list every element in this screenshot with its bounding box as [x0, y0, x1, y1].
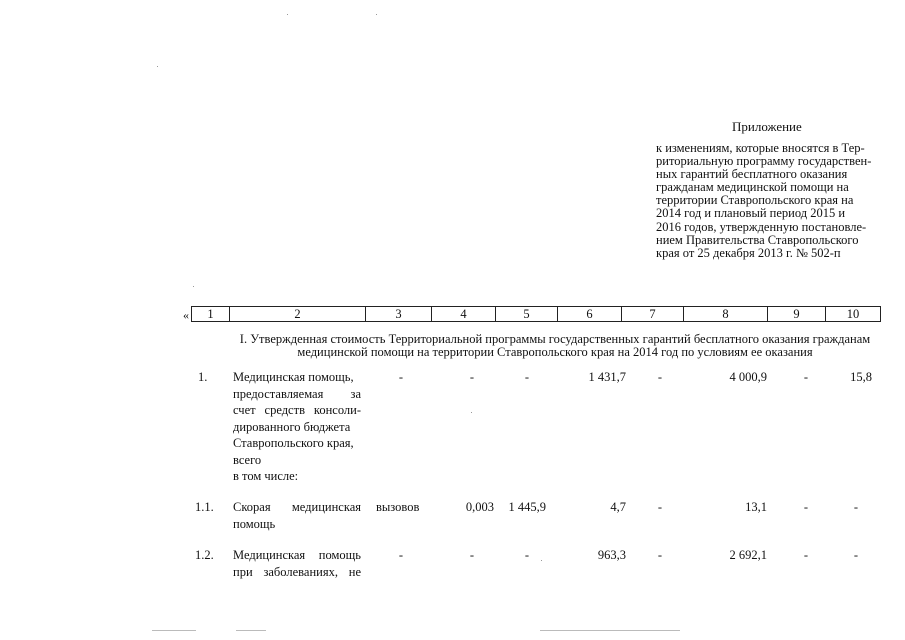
value-cell: -: [469, 370, 475, 384]
row-number: 1.: [198, 370, 208, 384]
value-cell: -: [524, 370, 530, 384]
value-cell: -: [803, 500, 809, 514]
column-number: 3: [366, 307, 432, 321]
scan-speck: [541, 560, 542, 561]
row-number: 1.1.: [195, 500, 214, 514]
appendix-description: [656, 142, 879, 260]
desc-line: при заболеваниях, не: [233, 564, 361, 579]
appendix-line: нием Правительства Ставропольского: [656, 232, 859, 247]
row-description: [233, 369, 361, 485]
appendix-line: 2014 год и плановый период 2015 и: [656, 206, 846, 221]
unit-cell: вызовов: [376, 500, 420, 514]
value-cell: -: [803, 370, 809, 384]
value-cell: 4 000,9: [729, 370, 767, 384]
column-number: 8: [684, 307, 768, 321]
value-cell: -: [524, 548, 530, 562]
column-number: 4: [432, 307, 496, 321]
value-cell: -: [657, 548, 663, 562]
value-cell: -: [469, 548, 475, 562]
column-number: 7: [622, 307, 684, 321]
appendix-line: 2016 годов, утвержденную постановле-: [656, 219, 867, 234]
scan-speck: [376, 14, 377, 15]
scan-artifact: [152, 630, 196, 631]
desc-line: в том числе:: [233, 469, 299, 483]
row-description: [233, 499, 361, 532]
column-number: 5: [496, 307, 558, 321]
value-cell: 1 445,9: [508, 500, 546, 514]
scan-speck: [193, 286, 194, 287]
desc-line: Медицинская помощь,: [233, 370, 354, 384]
value-cell: 4,7: [610, 500, 626, 514]
value-cell: -: [853, 500, 859, 514]
scan-artifact: [540, 630, 680, 631]
column-number: 9: [768, 307, 826, 321]
value-cell: 2 692,1: [729, 548, 767, 562]
column-number: 1: [192, 307, 230, 321]
desc-line: Ставропольского края,: [233, 436, 354, 450]
appendix-line: к изменениям, которые вносятся в Тер-: [656, 141, 865, 155]
section-title-line: медицинской помощи на территории Ставропольского края на 2014 год по условиям ее оказания: [297, 345, 813, 360]
value-cell: -: [853, 548, 859, 562]
appendix-title: Приложение: [732, 119, 802, 134]
row-number: 1.2.: [195, 548, 214, 562]
value-cell: 963,3: [597, 548, 626, 562]
section-title: [230, 333, 880, 359]
value-cell: 15,8: [850, 370, 872, 384]
scan-speck: [471, 412, 472, 413]
desc-line: Медицинская помощь: [233, 548, 361, 562]
unit-cell: -: [398, 370, 404, 384]
unit-cell: -: [398, 548, 404, 562]
desc-line: счет средств консоли-: [233, 403, 361, 417]
value-cell: 0,003: [465, 500, 494, 514]
appendix-line: территории Ставропольского края на: [656, 193, 854, 208]
value-cell: -: [803, 548, 809, 562]
column-number: 6: [558, 307, 622, 321]
desc-line: всего: [233, 452, 262, 467]
column-number-row: [191, 306, 881, 322]
value-cell: 1 431,7: [588, 370, 626, 384]
value-cell: -: [657, 500, 663, 514]
column-number: 10: [846, 307, 860, 321]
appendix-line: гражданам медицинской помощи на: [656, 180, 849, 195]
desc-line: предоставляемая за: [233, 386, 361, 401]
desc-line: Скорая медицинская: [233, 500, 361, 514]
desc-line: помощь: [233, 516, 276, 531]
appendix-line: ных гарантий бесплатного оказания: [656, 167, 848, 182]
section-title-line: I. Утвержденная стоимость Территориальной программы государственных гарантий бесплатного оказания гражданам: [239, 332, 871, 346]
value-cell: -: [657, 370, 663, 384]
open-quote: «: [183, 308, 189, 322]
appendix-line: края от 25 декабря 2013 г. № 502-п: [656, 245, 841, 260]
scan-speck: [287, 14, 288, 15]
appendix-line: риториальную программу государствен-: [656, 154, 872, 169]
row-description: [233, 547, 361, 580]
scan-artifact: [236, 630, 266, 631]
column-number: 2: [230, 307, 366, 321]
scan-speck: [157, 66, 158, 67]
value-cell: 13,1: [745, 500, 767, 514]
desc-line: дированного бюджета: [233, 419, 351, 434]
